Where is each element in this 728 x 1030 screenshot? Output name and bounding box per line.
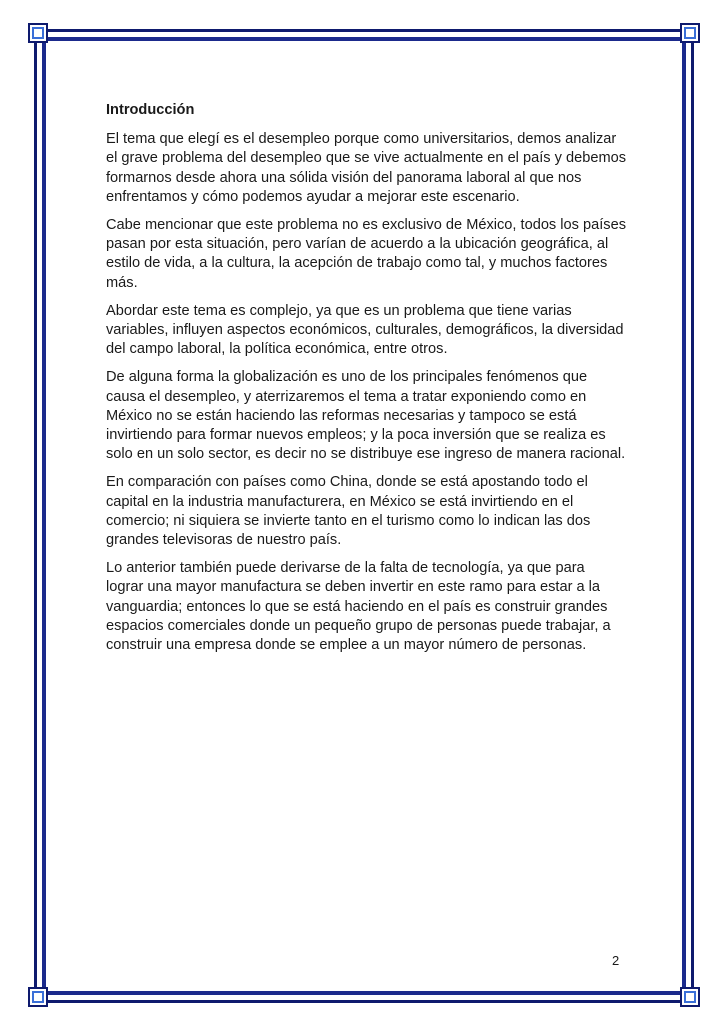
paragraph-3: Abordar este tema es complejo, ya que es un problema que tiene varias variables, influyen aspectos económicos, culturales, demográficos, la diversidad del campo laboral, la política económica, entre otros. xyxy=(106,302,624,358)
corner-ornament-icon xyxy=(680,23,700,43)
section-heading: Introducción xyxy=(106,102,195,118)
corner-ornament-icon xyxy=(28,987,48,1007)
paragraph-1: El tema que elegí es el desempleo porque como universitarios, demos analizar el grave problema del desempleo que se vive actualmente en el país y debemos formarnos desde ahora una sólida visión del panorama laboral al que nos enfrentamos y cómo podemos ayudar a mejorar este escenario. xyxy=(106,131,627,205)
paragraph-5: En comparación con países como China, donde se está apostando todo el capital en la industria manufacturera, en México se está invirtiendo en el comercio; ni siquiera se invierte tanto en el turismo como lo indican las dos grandes televisoras de nuestro país. xyxy=(106,474,591,549)
corner-ornament-icon xyxy=(680,987,700,1007)
corner-ornament-icon xyxy=(28,23,48,43)
paragraph-2: Cabe mencionar que este problema no es exclusivo de México, todos los países pasan por esta situación, pero varían de acuerdo a la ubicación geográfica, al estilo de vida, a la cultura, la acepción de trabajo como tal, y muchos factores más. xyxy=(106,217,626,291)
paragraph-4: De alguna forma la globalización es uno de los principales fenómenos que causa el desempleo, y aterrizaremos el tema a tratar exponiendo como en México no se están haciendo las reformas necesarias y tampoco se está invirtiendo para formar nuevos empleos; y la poca inversión que se realiza es solo en un solo sector, es decir no se distribuye ese ingreso de manera racional. xyxy=(106,369,626,463)
paragraph-6: Lo anterior también puede derivarse de la falta de tecnología, ya que para lograr una mayor manufactura se deben invertir en este ramo para estar a la vanguardia; entonces lo que se está haciendo en el país es construir grandes espacios comerciales donde un pequeño grupo de personas puede trabajar, a construir una empresa donde se emplee a un mayor número de personas. xyxy=(106,560,611,654)
page-number: 2 xyxy=(612,953,620,968)
document-body xyxy=(106,101,626,664)
